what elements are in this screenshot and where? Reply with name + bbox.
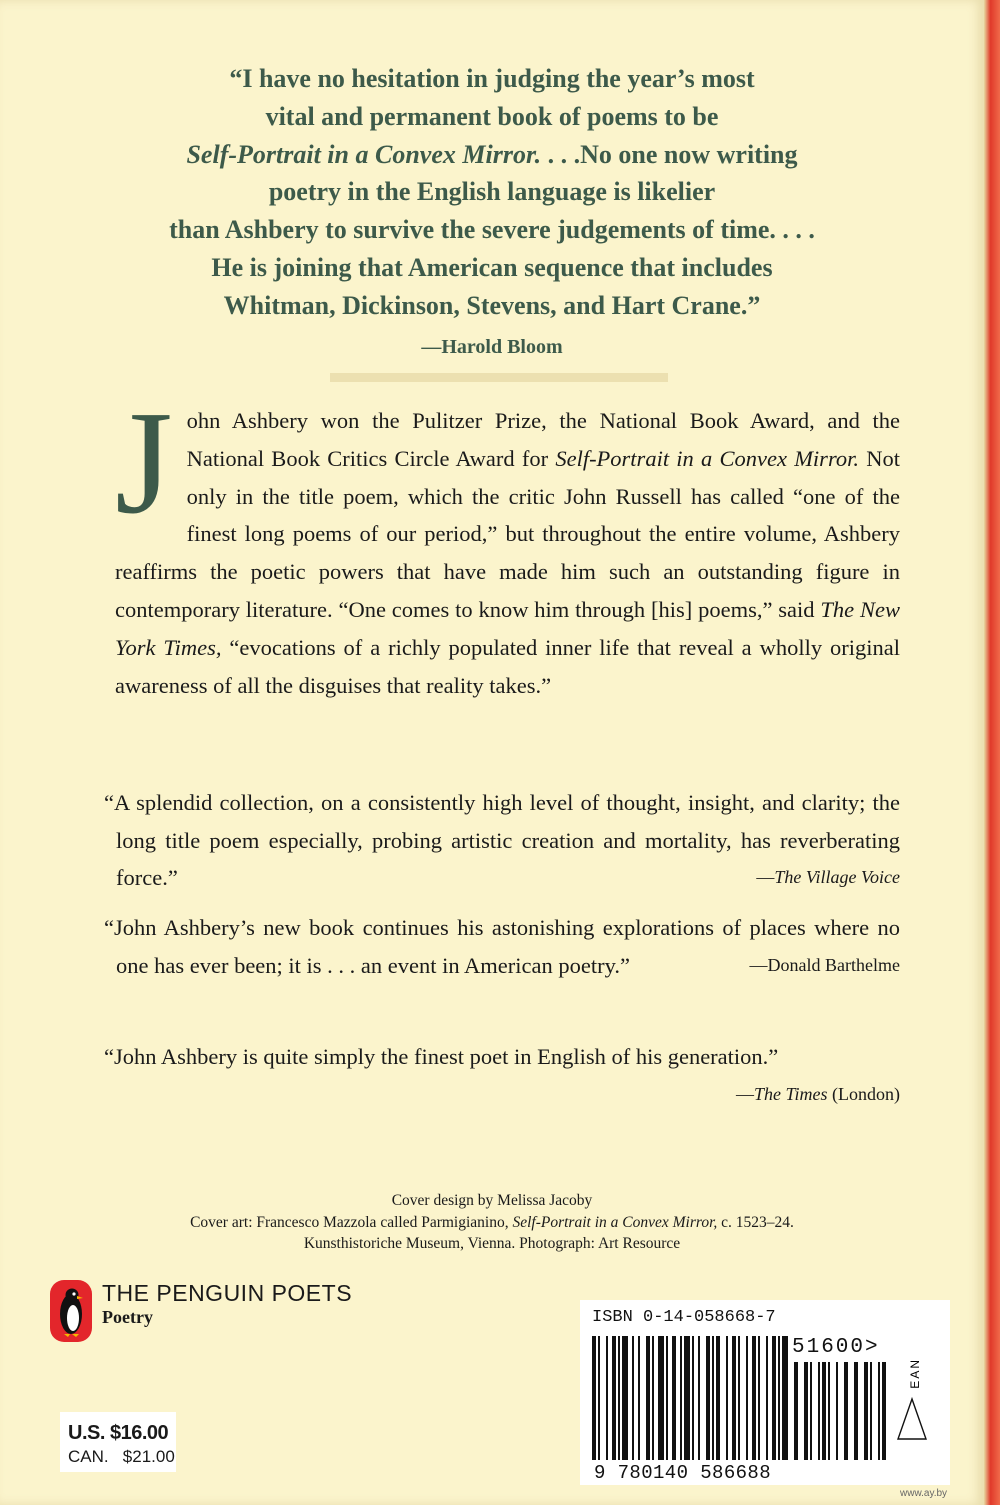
- body-text: Not only in the title poem, which the critic John Russell has called “one of the finest long poems of our period,” but throughout the entire volume, Ashbery reaffirms the poetic powers that have made him such an outstanding figure in contemporary literature. “One comes to know him through [his] poems,” said: [115, 445, 900, 622]
- newspaper-title: The New York Times,: [115, 596, 900, 660]
- watermark: www.ay.by: [900, 1488, 948, 1499]
- review-attribution: —The Village Voice: [756, 867, 900, 887]
- review-text: “A splendid collection, on a consistently high level of thought, insight, and clarity; the long title poem especially, probing artistic creation and mortality, has reverberating force.”: [104, 790, 900, 890]
- review-quote: [104, 784, 900, 897]
- cover-credits: [60, 1190, 924, 1255]
- ean-number: 9 780140 586688: [594, 1462, 772, 1484]
- credit-line: Cover art: Francesco Mazzola called Parmigianino, Self-Portrait in a Convex Mirror, c. 1523–24.: [190, 1213, 794, 1231]
- body-text: “evocations of a richly populated inner life that reveal a wholly original awareness of all the disguises that reality takes.”: [115, 634, 900, 698]
- review-quote: [104, 1038, 900, 1113]
- quote-line: poetry in the English language is likelier: [268, 177, 716, 207]
- credit-line: Kunsthistoriche Museum, Vienna. Photograph: Art Resource: [303, 1235, 681, 1252]
- quote-line: He is joining that American sequence that includes: [211, 252, 773, 282]
- quote-line: [60, 136, 924, 174]
- review-attribution: —The Times (London): [736, 1083, 900, 1104]
- review-attribution: —Donald Barthelme: [749, 954, 900, 975]
- drop-cap: J: [115, 381, 173, 545]
- description-paragraph: [115, 381, 900, 704]
- price-us: U.S. $16.00: [68, 1422, 169, 1444]
- series-category: Poetry: [102, 1307, 153, 1327]
- review-quote: [104, 909, 900, 984]
- barcode-panel: [580, 1300, 950, 1485]
- quote-attribution: —Harold Bloom: [421, 335, 563, 358]
- featured-quote: [60, 60, 924, 366]
- price-sticker: [60, 1412, 176, 1472]
- isbn-number: ISBN 0-14-058668-7: [592, 1308, 776, 1327]
- quote-line: “I have no hesitation in judging the year’s most: [229, 64, 755, 93]
- divider-rule: [330, 373, 668, 382]
- triangle-icon: [896, 1396, 928, 1442]
- spine-edge: [984, 0, 1000, 1505]
- credit-line: Cover design by Melissa Jacoby: [391, 1192, 593, 1209]
- penguin-logo-icon: [50, 1280, 92, 1342]
- series-name: THE PENGUIN POETS: [102, 1280, 353, 1306]
- quote-line: Whitman, Dickinson, Stevens, and Hart Crane.”: [223, 290, 761, 320]
- book-title: Self-Portrait in a Convex Mirror.: [186, 139, 542, 169]
- price-can: CAN. $21.00: [68, 1447, 175, 1466]
- body-text: ohn Ashbery won the Pulitzer Prize, the National Book Award, and the National Book Critics Circle Award for: [186, 408, 900, 471]
- supplement-code: 51600>: [792, 1336, 880, 1359]
- review-text: “John Ashbery is quite simply the finest poet in English of his generation.”: [104, 1044, 779, 1069]
- book-title: Self-Portrait in a Convex Mirror.: [555, 445, 859, 471]
- review-text: “John Ashbery’s new book continues his astonishing explorations of places where no one has ever been; it is . . . an event in American poetry.”: [104, 915, 900, 978]
- quote-fragment: . . .No one now writing: [541, 139, 798, 169]
- quote-line: vital and permanent book of poems to be: [265, 101, 719, 131]
- ean-label: EAN: [908, 1358, 922, 1389]
- quote-line: than Ashbery to survive the severe judgements of time. . . .: [169, 215, 815, 245]
